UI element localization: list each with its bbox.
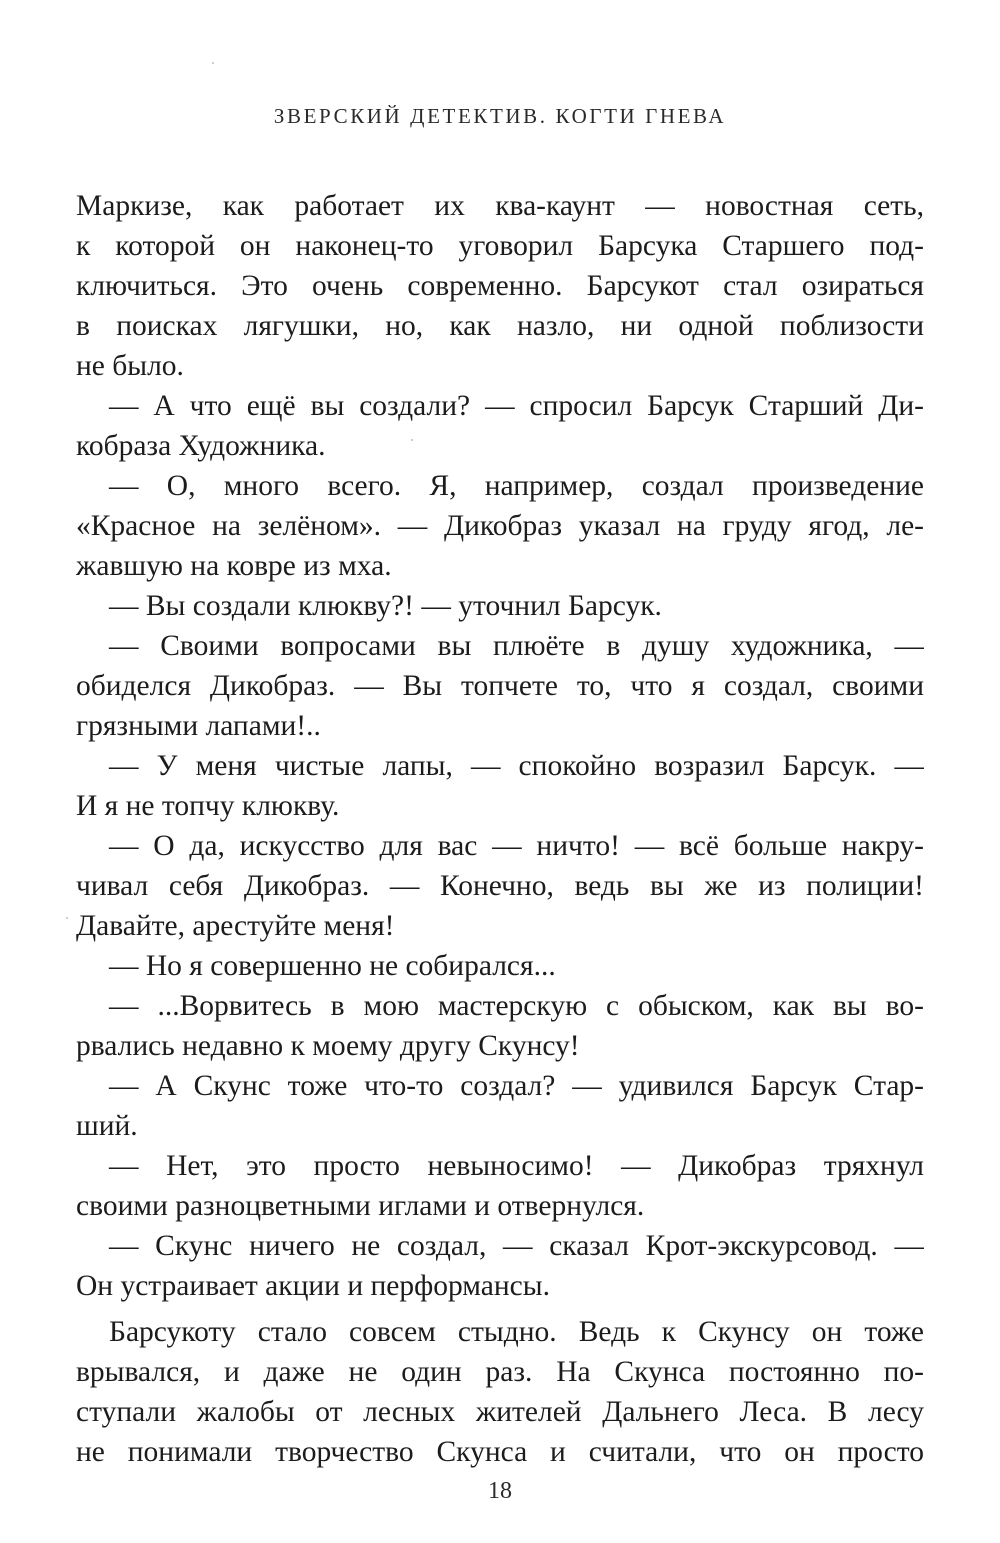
text-line: И я не топчу клюкву. bbox=[76, 790, 340, 822]
running-head: ЗВЕРСКИЙ ДЕТЕКТИВ. КОГТИ ГНЕВА bbox=[273, 104, 727, 128]
text-line: — У меня чистые лапы, — спокойно возразил Барсук. — bbox=[109, 750, 924, 782]
page-number: 18 bbox=[488, 1478, 512, 1504]
text-line: своими разноцветными иглами и отвернулся. bbox=[76, 1190, 645, 1222]
text-line: чивал себя Дикобраз. — Конечно, ведь вы же из полиции! bbox=[76, 870, 924, 902]
text-line: врывался, и даже не один раз. На Скунса постоянно по- bbox=[76, 1356, 924, 1388]
text-line: Давайте, арестуйте меня! bbox=[76, 910, 395, 942]
text-line: — Вы создали клюкву?! — уточнил Барсук. bbox=[109, 590, 662, 622]
text-line: рвались недавно к моему другу Скунсу! bbox=[76, 1030, 580, 1062]
text-line: Барсукоту стало совсем стыдно. Ведь к Скунсу он тоже bbox=[109, 1316, 924, 1348]
text-line: — Нет, это просто невыносимо! — Дикобраз тряхнул bbox=[109, 1150, 924, 1182]
text-line: ступали жалобы от лесных жителей Дальнего Леса. В лесу bbox=[76, 1396, 924, 1428]
text-line: — ...Ворвитесь в мою мастерскую с обыском, как вы во- bbox=[109, 990, 924, 1022]
text-line: ключиться. Это очень современно. Барсукот стал озираться bbox=[76, 270, 924, 302]
paper-speck bbox=[212, 62, 214, 64]
text-line: — О, много всего. Я, например, создал произведение bbox=[109, 470, 924, 502]
text-line: в поисках лягушки, но, как назло, ни одной поблизости bbox=[76, 310, 924, 342]
text-line: — А что ещё вы создали? — спросил Барсук Старший Ди- bbox=[109, 390, 924, 422]
text-line: грязными лапами!.. bbox=[76, 710, 321, 742]
text-line: — Скунс ничего не создал, — сказал Крот-экскурсовод. — bbox=[109, 1230, 924, 1262]
text-line: — Но я совершенно не собирался... bbox=[109, 950, 556, 982]
text-line: кобраза Художника. bbox=[76, 430, 326, 462]
text-line: обиделся Дикобраз. — Вы топчете то, что я создал, своими bbox=[76, 670, 924, 702]
paper-speck bbox=[66, 917, 68, 919]
text-line: к которой он наконец-то уговорил Барсука Старшего под- bbox=[76, 230, 924, 262]
text-line: жавшую на ковре из мха. bbox=[76, 550, 392, 582]
text-line: — Своими вопросами вы плюёте в душу художника, — bbox=[109, 630, 924, 662]
body-text bbox=[76, 186, 924, 1472]
text-line: Маркизе, как работает их ква-каунт — новостная сеть, bbox=[76, 190, 924, 222]
text-line: — А Скунс тоже что-то создал? — удивился Барсук Стар- bbox=[109, 1070, 924, 1102]
text-line: «Красное на зелёном». — Дикобраз указал на груду ягод, ле- bbox=[76, 510, 924, 542]
text-line: ший. bbox=[76, 1110, 138, 1142]
text-line: — О да, искусство для вас — ничто! — всё больше накру- bbox=[109, 830, 924, 862]
text-line: не было. bbox=[76, 350, 184, 382]
text-line: не понимали творчество Скунса и считали, что он просто bbox=[76, 1436, 924, 1468]
text-line: Он устраивает акции и перформансы. bbox=[76, 1270, 550, 1302]
